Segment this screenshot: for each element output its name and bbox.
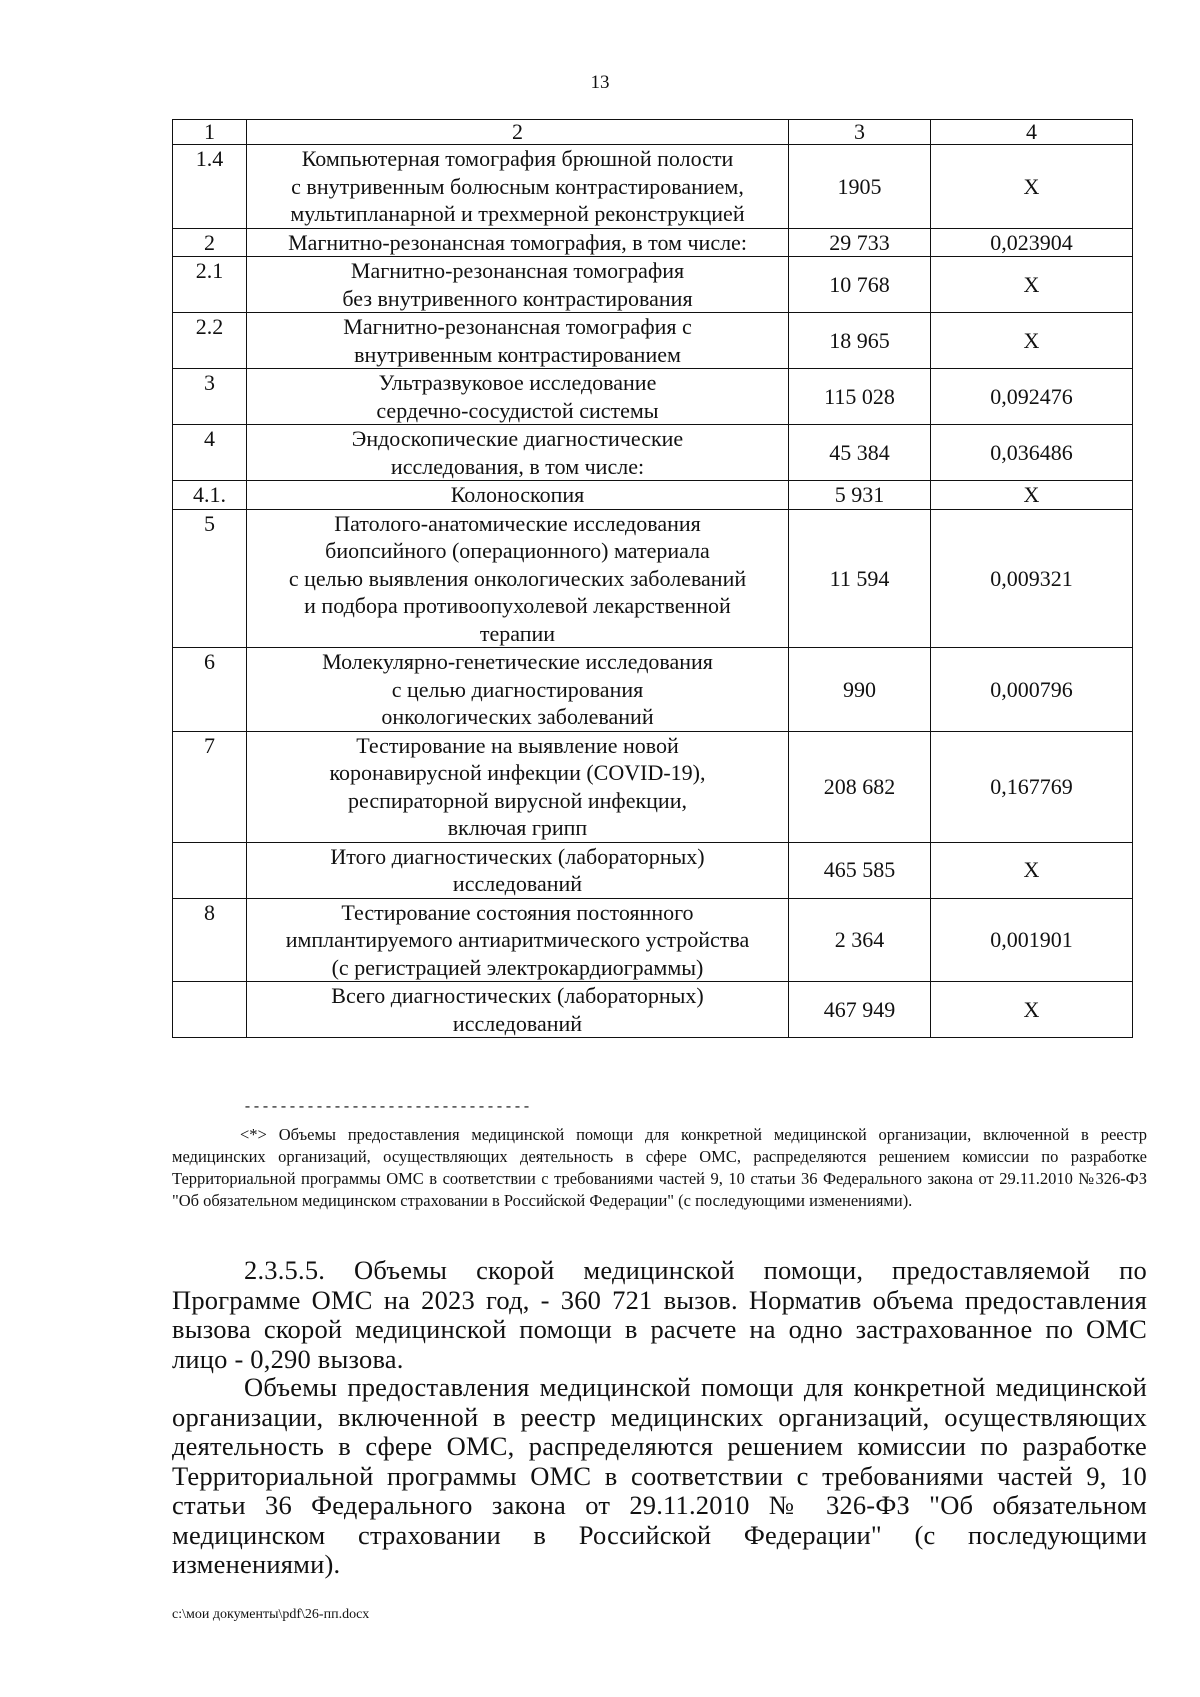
row-name-line: Патолого-анатомические исследования <box>334 510 701 536</box>
row-name-line: биопсийного (операционного) материала <box>325 538 710 563</box>
row-name-line: с внутривенным болюсным контрастированием, <box>291 173 744 199</box>
row-name-line: Эндоскопические диагностические <box>351 426 684 451</box>
row-name-line: Всего диагностических (лабораторных) <box>331 983 704 1008</box>
row-number-cell: 2.1 <box>173 257 247 313</box>
row-name-cell <box>247 982 789 1038</box>
row-name-cell <box>247 369 789 425</box>
row-name-line: Ультразвуковое исследование <box>378 370 657 395</box>
row-value-cell: 2 364 <box>789 898 931 982</box>
row-name-line: без внутривенного контрастирования <box>342 285 693 311</box>
diagnostics-table <box>172 119 1133 1038</box>
row-name-line: включая грипп <box>447 815 588 840</box>
row-name-cell <box>247 313 789 369</box>
table-row <box>173 145 1133 229</box>
header-cell: 1 <box>173 120 247 145</box>
footnote-rule: -------------------------------- <box>243 1099 532 1116</box>
row-norm-cell: Х <box>931 313 1133 369</box>
row-number-cell: 4.1. <box>173 481 247 510</box>
row-norm-cell: 0,009321 <box>931 509 1133 648</box>
row-name-line: Итого диагностических (лабораторных) <box>330 843 705 869</box>
footnote: <*> Объемы предоставления медицинской помощи для конкретной медицинской организации, включенной в реестр медицинских организаций, осуществляющих деятельность в сфере ОМС, распределяются решением комиссии по разработке Территориальной программы ОМС в соответствии с требованиями частей 9, 10 статьи 36 Федерального закона от 29.11.2010 №326-ФЗ "Об обязательном медицинском страховании в Российской Федерации" (с последующими изменениями). <box>172 1125 1147 1210</box>
row-norm-cell: 0,167769 <box>931 731 1133 842</box>
row-norm-cell: Х <box>931 842 1133 898</box>
page-number: 13 <box>590 72 610 93</box>
paragraph-distribution: Объемы предоставления медицинской помощи для конкретной медицинской организации, включенной в реестр медицинских организаций, осуществляющих деятельность в сфере ОМС, распределяются решением комиссии по разработке Территориальной программы ОМС в соответствии с требованиями частей 9, 10 статьи 36 Федерального закона от 29.11.2010 № 326-ФЗ "Об обязательном медицинском страховании в Российской Федерации" (с последующими изменениями). <box>172 1372 1147 1579</box>
table-row <box>173 898 1133 982</box>
table-row <box>173 481 1133 510</box>
row-value-cell: 990 <box>789 648 931 732</box>
row-number-cell: 6 <box>173 648 247 732</box>
row-name-cell <box>247 228 789 257</box>
table-header-row <box>173 120 1133 145</box>
row-name-line: Магнитно-резонансная томография <box>350 258 685 283</box>
row-name-line: Магнитно-резонансная томография с <box>343 314 692 339</box>
row-name-line: и подбора противоопухолевой лекарственной <box>304 593 731 618</box>
table-row <box>173 982 1133 1038</box>
row-value-cell: 5 931 <box>789 481 931 510</box>
paragraph-ambulance-volume: 2.3.5.5. Объемы скорой медицинской помощи, предоставляемой по Программе ОМС на 2023 год, - 360 721 вызов. Норматив объема предоставления вызова скорой медицинской помощи в расчете на одно застрахованное по ОМС лицо - 0,290 вызова. <box>172 1255 1147 1374</box>
row-value-cell: 29 733 <box>789 228 931 257</box>
row-name-cell <box>247 257 789 313</box>
row-name-cell <box>247 509 789 648</box>
row-name-cell <box>247 648 789 732</box>
header-cell: 4 <box>931 120 1133 145</box>
row-value-cell: 10 768 <box>789 257 931 313</box>
row-value-cell: 45 384 <box>789 425 931 481</box>
row-value-cell: 467 949 <box>789 982 931 1038</box>
row-name-line: коронавирусной инфекции (COVID-19), <box>329 760 706 785</box>
row-name-line: исследований <box>452 1010 583 1036</box>
row-name-line: исследования, в том числе: <box>390 453 645 479</box>
table-row <box>173 369 1133 425</box>
row-number-cell: 1.4 <box>173 145 247 229</box>
row-name-cell <box>247 481 789 510</box>
row-name-line: респираторной вирусной инфекции, <box>348 787 687 813</box>
row-name-line: внутривенным контрастированием <box>354 341 681 367</box>
row-value-cell: 18 965 <box>789 313 931 369</box>
table-row <box>173 257 1133 313</box>
row-name-line: имплантируемого антиаритмического устройства <box>285 927 750 952</box>
row-name-line: Магнитно-резонансная томография, в том числе: <box>288 229 747 255</box>
row-name-line: мультипланарной и трехмерной реконструкцией <box>290 201 745 226</box>
row-name-line: с целью выявления онкологических заболеваний <box>288 565 747 591</box>
row-name-line: Тестирование на выявление новой <box>356 732 679 758</box>
row-name-line: (с регистрацией электрокардиограммы) <box>331 954 704 980</box>
row-norm-cell: Х <box>931 982 1133 1038</box>
table-row <box>173 731 1133 842</box>
row-name-line: онкологических заболеваний <box>381 704 654 729</box>
row-number-cell: 2.2 <box>173 313 247 369</box>
row-norm-cell: Х <box>931 257 1133 313</box>
row-number-cell <box>173 982 247 1038</box>
row-norm-cell: 0,023904 <box>931 228 1133 257</box>
row-norm-cell: Х <box>931 481 1133 510</box>
row-name-cell <box>247 145 789 229</box>
row-number-cell: 4 <box>173 425 247 481</box>
row-number-cell: 8 <box>173 898 247 982</box>
row-name-line: Колоноскопия <box>450 482 585 507</box>
row-norm-cell: 0,036486 <box>931 425 1133 481</box>
table-row <box>173 509 1133 648</box>
row-name-line: исследований <box>452 871 583 896</box>
table-body <box>173 120 1133 1038</box>
header-cell: 2 <box>247 120 789 145</box>
row-value-cell: 1905 <box>789 145 931 229</box>
table-row <box>173 842 1133 898</box>
row-name-line: сердечно-сосудистой системы <box>376 397 659 423</box>
row-number-cell: 7 <box>173 731 247 842</box>
row-value-cell: 465 585 <box>789 842 931 898</box>
table-row <box>173 313 1133 369</box>
row-name-line: терапии <box>479 620 556 646</box>
row-name-cell <box>247 898 789 982</box>
table-row <box>173 648 1133 732</box>
file-path: c:\мои документы\pdf\26-пп.docx <box>172 1607 370 1622</box>
row-name-cell <box>247 842 789 898</box>
row-value-cell: 115 028 <box>789 369 931 425</box>
row-name-line: Молекулярно-генетические исследования <box>322 649 713 674</box>
row-norm-cell: 0,092476 <box>931 369 1133 425</box>
row-name-cell <box>247 425 789 481</box>
row-number-cell <box>173 842 247 898</box>
row-number-cell: 3 <box>173 369 247 425</box>
row-name-line: Компьютерная томография брюшной полости <box>301 146 734 171</box>
row-value-cell: 208 682 <box>789 731 931 842</box>
row-number-cell: 2 <box>173 228 247 257</box>
row-norm-cell: Х <box>931 145 1133 229</box>
row-name-line: с целью диагностирования <box>391 676 644 702</box>
row-name-line: Тестирование состояния постоянного <box>341 899 694 925</box>
row-norm-cell: 0,001901 <box>931 898 1133 982</box>
row-name-cell <box>247 731 789 842</box>
table-row <box>173 228 1133 257</box>
row-number-cell: 5 <box>173 509 247 648</box>
header-cell: 3 <box>789 120 931 145</box>
row-value-cell: 11 594 <box>789 509 931 648</box>
table-row <box>173 425 1133 481</box>
row-norm-cell: 0,000796 <box>931 648 1133 732</box>
